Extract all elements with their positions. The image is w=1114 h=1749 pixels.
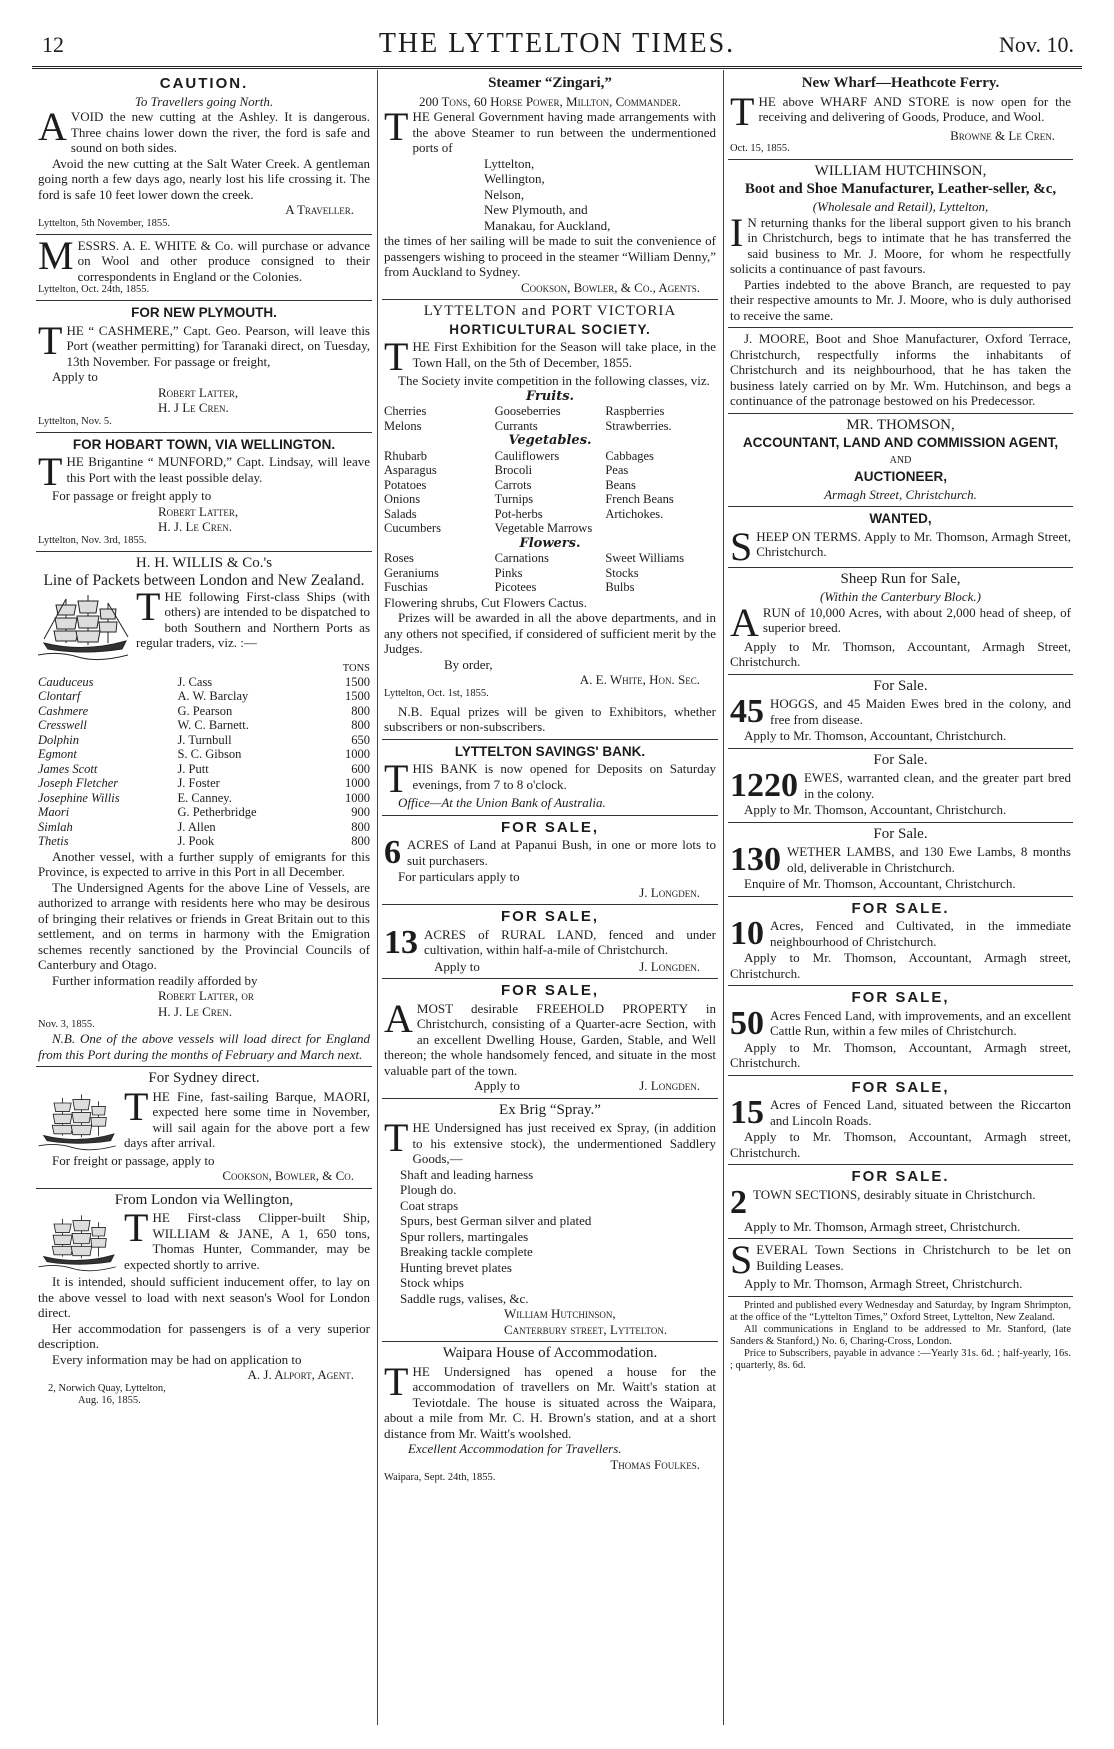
list-item: Coat straps: [400, 1197, 459, 1213]
ad-apply: Apply to Mr. Thomson, Accountant, Christchurch.: [744, 802, 1007, 817]
ad-heading: FOR SALE,: [500, 908, 599, 925]
thomson-ad: [728, 414, 1073, 508]
ad-subheading: To Travellers going North.: [134, 93, 274, 109]
caution-ad: [36, 72, 372, 235]
drop-number: 45: [730, 693, 764, 730]
ad-heading: FOR SALE,: [500, 818, 599, 836]
table-row: Thetis J. Pook 800: [38, 834, 370, 848]
ad-apply: For freight or passage, apply to: [52, 1152, 215, 1168]
ad-body: J. MOORE, Boot and Shoe Manufacturer, Oxford Terrace, Christchurch, respectfully informs the inhabitants of Christchurch and its neighbourhood, that he has taken the business lately carried on by Mr. Wm. Hutchinson, and begs a continuance of the patronage bestowed on his Predecessor.: [730, 331, 1071, 408]
ad-body: ESSRS. A. E. WHITE & Co. will purchase or advance on Wool and other produce consigned to their correspondents in England or the Colonies.: [77, 237, 370, 284]
drop-number: 130: [730, 841, 781, 878]
ad-body: RUN of 10,000 Acres, with about 2,000 head of sheep, of superior breed.: [762, 604, 1071, 635]
ad-byline: By order,: [444, 656, 493, 672]
ad-apply: Apply to Mr. Thomson, Armagh street, Christchurch.: [744, 1218, 1021, 1234]
list-item: Wellington,: [484, 171, 545, 186]
table-row: Josephine Willis E. Canney. 1000: [38, 790, 370, 805]
ad-apply: For passage or freight apply to: [52, 488, 212, 503]
sale-rural-ad: [382, 905, 718, 979]
spray-ad: [382, 1099, 718, 1343]
ship-illustration-icon: [38, 1091, 118, 1151]
ad-apply: Apply to Mr. Thomson, Accountant, Armagh street, Christchurch.: [730, 1129, 1071, 1160]
ad-signature: Browne & Le Cren.: [950, 127, 1055, 143]
ad-subheading: (Wholesale and Retail), Lyttelton,: [812, 199, 989, 214]
building-leases-ad: [728, 1239, 1073, 1297]
imprint-text: Price to Subscribers, payable in advance :—Yearly 31s. 6d. ; half-yearly, 16s. ; quarterly, 8s. 6d.: [730, 1347, 1071, 1371]
drop-cap: T: [384, 104, 409, 149]
ad-dateline: Nov. 3, 1855.: [38, 1019, 95, 1030]
moore-ad: [728, 328, 1073, 414]
ad-body: WETHER LAMBS, and 130 Ewe Lambs, 8 months old, deliverable in Christchurch.: [787, 844, 1071, 875]
drop-cap: T: [384, 1115, 409, 1160]
ad-body: HE General Government having made arrangements with the above Steamer to run between the undermentioned ports of: [412, 109, 716, 155]
wharf-ad: [728, 72, 1073, 160]
table-row: Egmont S. C. Gibson 1000: [38, 747, 370, 761]
ad-subheading: Armagh Street, Christchurch.: [824, 486, 977, 502]
ad-office: Office—At the Union Bank of Australia.: [398, 795, 606, 810]
ad-body: HE Undersigned has opened a house for the accommodation of travellers on Mr. Waitt's station at Teviotdale. The house is situated across the Waipara, about a mile from Mr. C. H. Brown's station, and at a short distance from Mr. Waitt's woolshed.: [384, 1363, 716, 1441]
drop-number: 50: [730, 1004, 764, 1042]
sheep-run-ad: [728, 568, 1073, 675]
ad-body: Prizes will be awarded in all the above departments, and in any others not specified, if considered of sufficient merit by the Judges.: [384, 610, 716, 656]
list-item: Spurs, best German silver and plated: [400, 1213, 592, 1228]
drop-cap: T: [136, 583, 161, 629]
ad-signature: Robert Latter,: [158, 503, 239, 519]
ad-dateline: Aug. 16, 1855.: [78, 1394, 141, 1406]
ad-dateline: Lyttelton, Oct. 24th, 1855.: [38, 284, 150, 295]
ad-subheading: (Within the Canterbury Block.): [819, 589, 982, 604]
ad-body: N returning thanks for the liberal support given to his branch in Christchurch, begs to intimate that he has transferred the said business to Mr. J. Moore, for whom he respectfully solicits a continuance of past favours.: [730, 214, 1071, 276]
page-number: 12: [42, 32, 64, 57]
ship-illustration-icon: [38, 591, 130, 661]
ships-table: [38, 663, 370, 849]
ad-dateline: Lyttelton, Oct. 1st, 1855.: [384, 687, 489, 699]
drop-cap: I: [730, 209, 744, 255]
ad-signature: H. J Le Cren.: [158, 400, 229, 415]
hoggs-ad: [728, 675, 1073, 749]
sale-papanui-ad: [382, 816, 718, 906]
ad-apply: Apply to Mr. Thomson, Armagh Street, Christchurch.: [744, 1276, 1023, 1291]
drop-number: 13: [384, 923, 418, 961]
ad-body: ACRES of Land at Papanui Bush, in one or more lots to suit purchasers.: [407, 837, 716, 868]
list-item: Breaking tackle complete: [400, 1244, 533, 1259]
ad-apply: Enquire of Mr. Thomson, Accountant, Christchurch.: [744, 876, 1016, 891]
ad-signature: A. E. White, Hon. Sec.: [579, 672, 700, 687]
drop-cap: A: [384, 995, 413, 1041]
ad-heading: Sheep Run for Sale,: [840, 570, 961, 587]
sale-freehold-ad: [382, 979, 718, 1099]
ad-dateline: Lyttelton, Nov. 5.: [38, 415, 112, 427]
drop-cap: T: [38, 317, 63, 363]
ad-body: HE First Exhibition for the Season will take place, in the Town Hall, on the 5th of December, 1855.: [412, 339, 716, 370]
ad-signature: H. J. Le Cren.: [158, 1003, 233, 1019]
ad-body: HE following First-class Ships (with others) are intended to be dispatched to both Southern and Northern Ports as regular traders, viz. :—: [136, 588, 370, 650]
saddlery-list: [384, 1167, 716, 1307]
ad-heading: WILLIAM HUTCHINSON,: [814, 163, 987, 179]
list-item: Saddle rugs, valises, &c.: [400, 1290, 529, 1306]
ad-body: ACRES of RURAL LAND, fenced and under cultivation, within half-a-mile of Christchurch.: [424, 926, 716, 957]
ad-body: HEEP ON TERMS. Apply to Mr. Thomson, Armagh Street, Christchurch.: [756, 528, 1071, 559]
ad-body: Acres, Fenced and Cultivated, in the immediate neighbourhood of Christchurch.: [770, 918, 1071, 949]
drop-number: 1220: [730, 767, 798, 804]
ad-heading: FOR SALE,: [851, 1078, 950, 1096]
ad-apply: Apply to Mr. Thomson, Accountant, Christchurch.: [744, 728, 1007, 743]
ad-heading: FOR SALE,: [851, 989, 950, 1006]
ad-signature: William Hutchinson,: [504, 1306, 616, 1321]
table-row: Cauduceus J. Cass 1500: [38, 674, 370, 689]
white-ad: [36, 232, 372, 302]
category-label: Flowers.: [519, 535, 581, 551]
wanted-ad: [728, 507, 1073, 568]
ad-address: 2, Norwich Quay, Lyttelton,: [48, 1382, 166, 1394]
ad-heading: FOR HOBART TOWN, VIA WELLINGTON.: [72, 436, 336, 452]
ad-heading: FOR SALE.: [851, 1168, 950, 1185]
ad-dateline: Lyttelton, Nov. 3rd, 1855.: [38, 534, 147, 546]
ad-dateline: Oct. 15, 1855.: [730, 143, 790, 154]
ad-body: Acres Fenced Land, with improvements, and an excellent Cattle Run, within a few miles of Christchurch.: [770, 1007, 1071, 1038]
ad-signature: Cookson, Bowler, & Co.: [222, 1168, 354, 1183]
ad-heading: Boot and Shoe Manufacturer, Leather-seller, &c,: [744, 180, 1057, 197]
ad-signature: J. Longden.: [639, 958, 700, 974]
column-1: [36, 72, 372, 1722]
ad-heading: Steamer “Zingari,”: [488, 75, 612, 91]
ad-body: HE First-class Clipper-built Ship, WILLIAM & JANE, A 1, 650 tons, Thomas Hunter, Commander, may be expected shortly to arrive.: [124, 1210, 370, 1272]
drop-number: 6: [384, 834, 401, 871]
imprint-text: All communications in England to be addressed to Mr. Stanford, (late Sanders & Stanford,) No. 6, Charing-Cross, London.: [730, 1323, 1071, 1347]
ad-heading: CAUTION.: [159, 75, 249, 92]
ad-heading: New Wharf—Heathcote Ferry.: [801, 75, 1000, 91]
ad-heading: H. H. WILLIS & Co.'s: [135, 554, 273, 571]
ad-body: EVERAL Town Sections in Christchurch to be let on Building Leases.: [756, 1242, 1071, 1273]
list-item: Spur rollers, martingales: [400, 1228, 529, 1244]
list-item: Plough do.: [400, 1182, 457, 1197]
ad-signature: H. J. Le Cren.: [158, 519, 233, 534]
drop-number: 2: [730, 1183, 747, 1221]
table-row: Cashmere G. Pearson 800: [38, 703, 370, 718]
london-ad: [36, 1189, 372, 1411]
ad-body: HOGGS, and 45 Maiden Ewes bred in the colony, and free from disease.: [770, 696, 1071, 727]
ad-heading: FOR SALE.: [851, 899, 950, 917]
zingari-ad: [382, 72, 718, 300]
ad-signature: J. Longden.: [639, 1078, 700, 1093]
category-label: Vegetables.: [508, 433, 592, 448]
waipara-ad: [382, 1342, 718, 1488]
ad-signature: J. Longden.: [639, 884, 700, 900]
list-item: Lyttelton,: [484, 155, 535, 171]
list-item: Manakau, for Auckland,: [484, 217, 611, 233]
ad-body: The Society invite competition in the following classes, viz.: [398, 373, 710, 388]
column-rule: [377, 70, 378, 1725]
savings-bank-ad: [382, 740, 718, 816]
ad-signature: Robert Latter,: [158, 384, 239, 400]
table-row: Dolphin J. Turnbull 650: [38, 732, 370, 747]
ad-and: AND: [889, 454, 912, 466]
ad-apply: Apply to Mr. Thomson, Accountant, Armagh street, Christchurch.: [730, 950, 1071, 981]
ad-heading: Waipara House of Accommodation.: [442, 1345, 658, 1361]
ad-body: Her accommodation for passengers is of a very superior description.: [38, 1320, 370, 1351]
column-3: [728, 72, 1073, 1722]
sale-town-sections-ad: [728, 1165, 1073, 1239]
ad-note: N.B. One of the above vessels will load direct for England from this Port during the months of February and March next.: [38, 1031, 370, 1062]
hutchinson-ad: [728, 160, 1073, 328]
table-row: Simlah J. Allen 800: [38, 819, 370, 834]
ad-heading: AUCTIONEER,: [853, 469, 947, 484]
tons-header: TONS: [342, 662, 370, 674]
drop-cap: A: [38, 104, 67, 149]
drop-cap: M: [38, 232, 74, 278]
vegetables-list: Rhubarb Cauliflowers Cabbages Asparagus Brocoli Peas Potatoes Carrots Beans Onions Turnips French Beans Salads Pot-herbs Artichokes. Cucumbers Vegetable Marrows: [384, 448, 674, 535]
ad-body: Further information readily afforded by: [52, 972, 258, 988]
table-row: James Scott J. Putt 600: [38, 761, 370, 776]
flowers-tail: Flowering shrubs, Cut Flowers Cactus.: [384, 594, 587, 610]
ad-heading: For Sale.: [873, 825, 928, 842]
ewes-ad: [728, 749, 1073, 823]
ad-body: HE Fine, fast-sailing Barque, MAORI, expected here some time in November, will sail again for the above port a few days after arrival.: [124, 1088, 370, 1150]
ad-heading: ACCOUNTANT, LAND AND COMMISSION AGENT,: [742, 435, 1059, 450]
ad-signature: Canterbury street, Lyttelton.: [504, 1321, 668, 1337]
ad-heading: Ex Brig “Spray.”: [499, 1101, 601, 1118]
sydney-ad: [36, 1067, 372, 1189]
ad-body: HE “ CASHMERE,” Capt. Geo. Pearson, will leave this Port (weather permitting) for Taranaki direct, on Tuesday, 13th November. For passage or freight,: [66, 322, 370, 369]
imprint-text: Printed and published every Wednesday and Saturday, by Ingram Shrimpton, at the office of the “Lyttelton Times,” Oxford Street, Lyttelton, New Zealand.: [730, 1299, 1071, 1323]
ad-body: HE Undersigned has just received ex Spray, (in addition to his extensive stock), the undermentioned Saddlery Goods,—: [412, 1120, 716, 1166]
new-plymouth-ad: [36, 301, 372, 433]
ad-heading: FOR NEW PLYMOUTH.: [131, 305, 277, 320]
table-row: Cresswell W. C. Barnett. 800: [38, 718, 370, 732]
ad-body: the times of her sailing will be made to suit the convenience of passengers wishing to proceed in the steamer “William Denny,” from Auckland to Sydney.: [384, 233, 716, 279]
list-item: Nelson,: [484, 186, 525, 202]
ad-body: HE Brigantine “ MUNFORD,” Capt. Lindsay, will leave this Port with the least possible delay.: [66, 454, 370, 485]
ad-apply: Apply to: [474, 1078, 520, 1093]
horticultural-ad: [382, 300, 718, 740]
ad-body: EWES, warranted clean, and the greater part bred in the colony.: [804, 770, 1071, 801]
ad-heading: For Sale.: [873, 751, 928, 768]
ad-heading: For Sale.: [873, 677, 928, 694]
drop-cap: T: [730, 88, 755, 134]
ad-heading: LYTTELTON SAVINGS' BANK.: [454, 743, 646, 759]
ad-body: VOID the new cutting at the Ashley. It is dangerous. Three chains lower down the river, the ford is safe and sound on both sides.: [70, 109, 370, 155]
list-item: Stock whips: [400, 1275, 464, 1290]
ports-list: [384, 156, 716, 234]
ad-signature: Robert Latter, or: [158, 988, 254, 1003]
imprint: [728, 1297, 1073, 1375]
ad-apply: Apply to: [434, 958, 480, 974]
drop-cap: T: [124, 1205, 149, 1250]
column-rule: [723, 70, 724, 1725]
ad-body: Parties indebted to the above Branch, are requested to pay their respective amounts to Mr. J. Moore, who is duly authorised to receive the same.: [730, 276, 1071, 323]
wether-lambs-ad: [728, 823, 1073, 897]
ad-body: MOST desirable FREEHOLD PROPERTY in Christchurch, consisting of a Quarter-acre Section, with an excellent Dwelling House, Garden, Stable, and Well thereon; the whole handsomely fenced, and situate in the most valuable part of the town.: [384, 1000, 716, 1078]
ad-subheading: 200 Tons, 60 Horse Power, Millton, Commander.: [418, 93, 682, 109]
list-item: Hunting brevet plates: [400, 1259, 512, 1275]
ad-heading: From London via Wellington,: [114, 1191, 294, 1208]
ad-apply: For particulars apply to: [398, 869, 520, 884]
drop-cap: T: [38, 449, 63, 494]
ad-heading: For Sydney direct.: [148, 1070, 260, 1086]
ad-body: The Undersigned Agents for the above Line of Vessels, are authorized to arrange with residents here who may be desirous of bringing their relatives or friends in Great Britain out to this settlement, and on terms in harmony with the Emigration schemes recently sanctioned by the Provincial Councils of Canterbury and Otago.: [38, 879, 370, 972]
ad-signature: A. J. Alport, Agent.: [247, 1367, 354, 1382]
willis-ad: [36, 552, 372, 1068]
ad-heading: LYTTELTON and PORT VICTORIA: [423, 303, 677, 319]
ad-body: Avoid the new cutting at the Salt Water Creek. A gentleman going north a few days ago, nearly lost his life crossing it. The ford is safe 10 feet lower down the creek.: [38, 155, 370, 202]
sale-10-acres-ad: [728, 897, 1073, 987]
newspaper-title: THE LYTTELTON TIMES.: [378, 28, 736, 59]
ad-body: HE above WHARF AND STORE is now open for the receiving and delivering of Goods, Produce, and Wool.: [758, 93, 1071, 124]
drop-cap: A: [730, 599, 759, 645]
ad-dateline: Waipara, Sept. 24th, 1855.: [384, 1472, 496, 1483]
ad-heading: HORTICULTURAL SOCIETY.: [449, 321, 651, 337]
table-row: Clontarf A. W. Barclay 1500: [38, 689, 370, 703]
ad-body: Acres of Fenced Land, situated between the Riccarton and Lincoln Roads.: [770, 1097, 1071, 1128]
ad-apply: Apply to Mr. Thomson, Accountant, Armagh street, Christchurch.: [730, 1039, 1071, 1070]
drop-number: 15: [730, 1094, 764, 1131]
ad-signature: Cookson, Bowler, & Co., Agents.: [520, 279, 700, 295]
drop-cap: T: [384, 334, 409, 379]
drop-number: 10: [730, 915, 764, 952]
category-label: Fruits.: [525, 388, 575, 404]
ad-body: TOWN SECTIONS, desirably situate in Christchurch.: [753, 1186, 1036, 1202]
ad-heading: WANTED,: [869, 511, 932, 526]
ad-body: Every information may be had on application to: [52, 1351, 302, 1367]
ad-body: Another vessel, with a further supply of emigrants for this Province, is expected to arrive in this Port in all December.: [38, 848, 370, 879]
ad-apply: Apply to Mr. Thomson, Accountant, Armagh Street, Christchurch.: [730, 638, 1071, 669]
masthead: [32, 22, 1082, 69]
drop-cap: T: [124, 1083, 149, 1129]
drop-cap: T: [384, 1358, 409, 1404]
sale-50-acres-ad: [728, 986, 1073, 1076]
table-row: Joseph Fletcher J. Foster 1000: [38, 776, 370, 790]
ad-signature: Thomas Foulkes.: [610, 1456, 700, 1472]
drop-cap: T: [384, 756, 409, 801]
ad-heading: FOR SALE,: [500, 982, 599, 999]
ad-italic-note: Excellent Accommodation for Travellers.: [408, 1441, 622, 1456]
ad-body: It is intended, should sufficient inducement offer, to lay on the above vessel to load with next season's Wool for London direct.: [38, 1274, 370, 1320]
ad-heading: MR. THOMSON,: [846, 416, 955, 433]
ad-note: N.B. Equal prizes will be given to Exhibitors, whether subscribers or non-subscribers.: [384, 703, 716, 734]
ship-illustration-icon: [38, 1212, 118, 1272]
hobart-ad: [36, 433, 372, 552]
drop-cap: S: [730, 1237, 753, 1282]
ad-dateline: Lyttelton, 5th November, 1855.: [38, 217, 170, 229]
ad-signature: A Traveller.: [285, 202, 354, 217]
column-2: [382, 72, 718, 1722]
issue-date: Nov. 10.: [999, 32, 1074, 57]
flowers-list: Roses Carnations Sweet Williams Geraniums Pinks Stocks Fuschias Picotees Bulbs: [384, 551, 685, 594]
list-item: Shaft and leading harness: [400, 1166, 534, 1182]
ad-body: HIS BANK is now opened for Deposits on Saturday evenings, from 7 to 8 o'clock.: [412, 761, 716, 792]
drop-cap: S: [730, 523, 753, 569]
list-item: New Plymouth, and: [484, 202, 588, 217]
ad-heading: Line of Packets between London and New Zealand.: [43, 572, 365, 589]
sale-15-acres-ad: [728, 1076, 1073, 1166]
fruits-list: Cherries Gooseberries Raspberries Melons Currants Strawberries.: [384, 404, 672, 433]
ad-apply: Apply to: [52, 369, 98, 384]
table-row: Maori G. Petherbridge 900: [38, 805, 370, 819]
